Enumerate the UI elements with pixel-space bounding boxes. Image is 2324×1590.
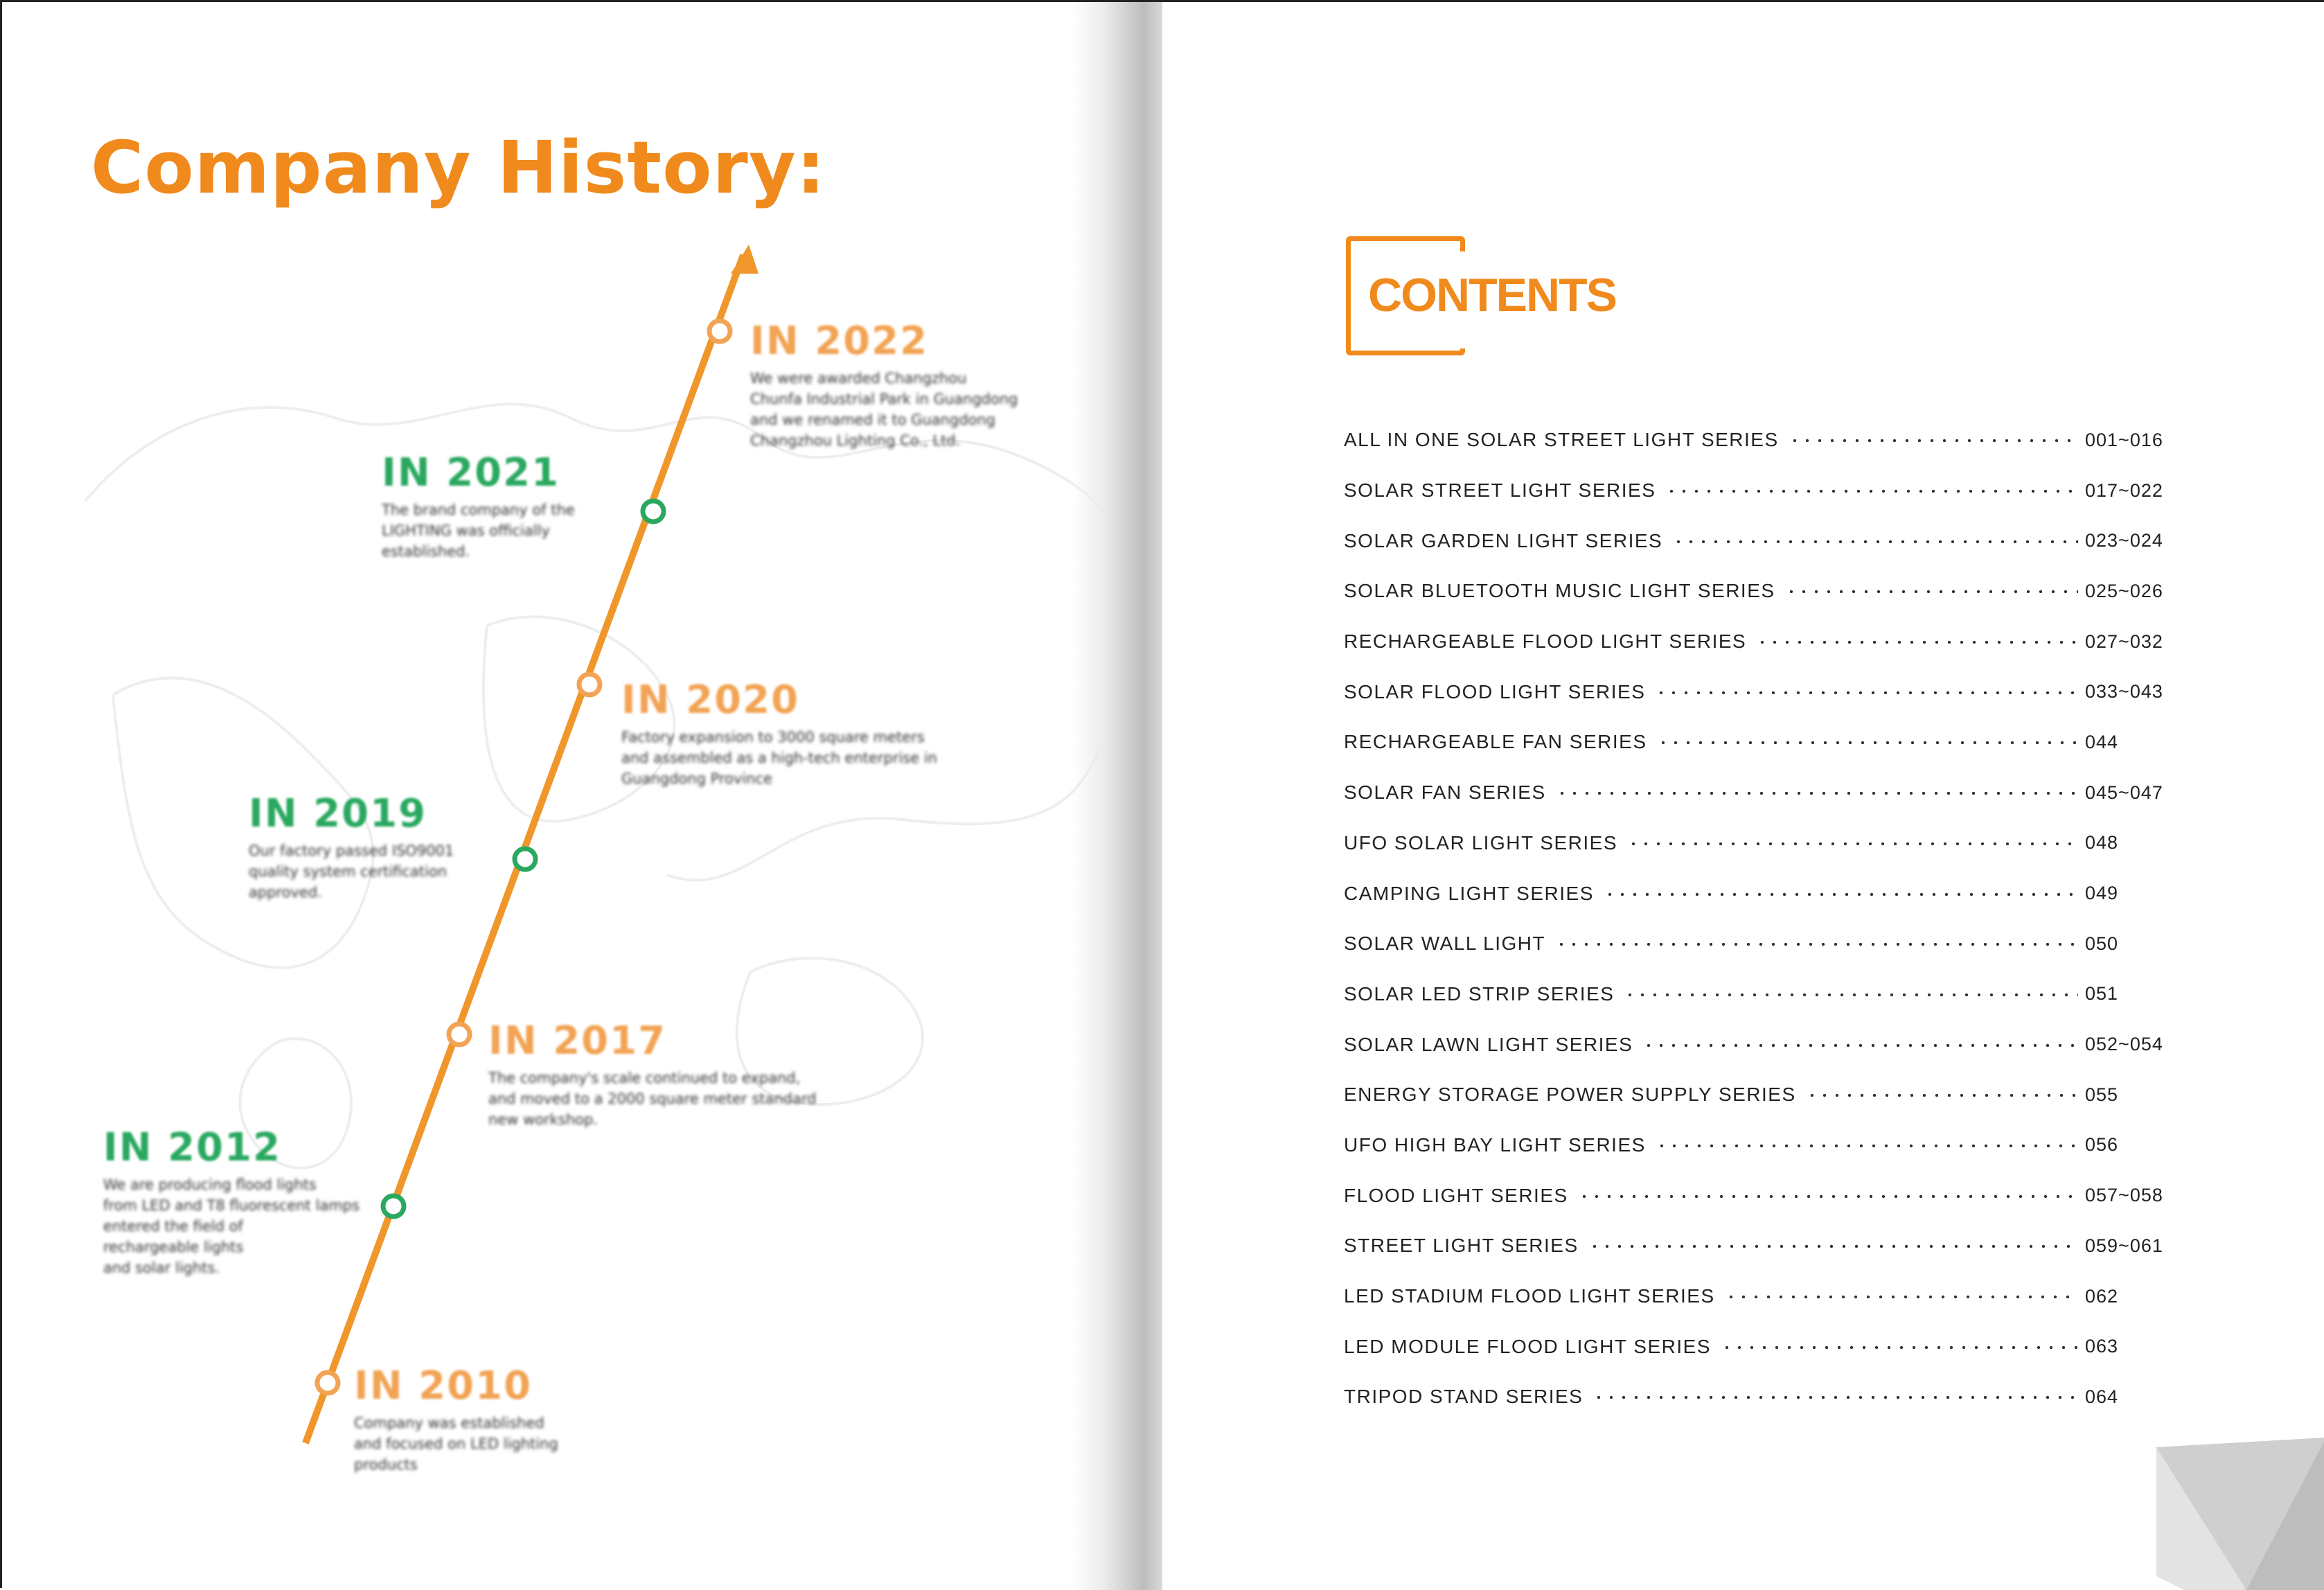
toc-row bbox=[1344, 1170, 2175, 1221]
milestone-2019 bbox=[249, 791, 498, 903]
toc-item-pages: 056 bbox=[2085, 1134, 2119, 1156]
toc-item-pages: 033~043 bbox=[2085, 681, 2163, 703]
milestone-description: We were awarded Changzhou Chunfa Industrial Park in Guangdong and we renamed it to Guangdong Changzhou Lighting Co., Ltd. bbox=[750, 370, 1018, 449]
milestone-2017 bbox=[488, 1018, 904, 1130]
toc-leader-dots bbox=[1806, 1093, 2078, 1097]
toc-item-pages: 050 bbox=[2085, 933, 2119, 954]
toc-row bbox=[1344, 1070, 2175, 1120]
toc-item-label: SOLAR GARDEN LIGHT SERIES bbox=[1344, 529, 1663, 551]
toc-item-label: CAMPING LIGHT SERIES bbox=[1344, 882, 1594, 904]
toc-leader-dots bbox=[1657, 741, 2078, 745]
toc-item-pages: 049 bbox=[2085, 883, 2119, 904]
milestone-year: IN 2020 bbox=[621, 678, 800, 723]
toc-leader-dots bbox=[1624, 993, 2078, 997]
toc-leader-dots bbox=[1656, 1144, 2078, 1148]
toc-row bbox=[1344, 1321, 2175, 1372]
toc-row bbox=[1344, 415, 2175, 466]
toc-item-pages: 048 bbox=[2085, 832, 2119, 854]
toc-item-label: ENERGY STORAGE POWER SUPPLY SERIES bbox=[1344, 1084, 1796, 1106]
toc-leader-dots bbox=[1725, 1295, 2078, 1299]
timeline-graphic bbox=[2, 2, 1152, 1590]
milestone-description: We are producing flood lights from LED and T8 fluorescent lamps entered the field of rechargeable lights and solar lights. bbox=[103, 1176, 360, 1276]
timeline-node-icon bbox=[579, 674, 600, 695]
page-title: Company History: bbox=[91, 125, 826, 210]
toc-item-label: SOLAR FLOOD LIGHT SERIES bbox=[1344, 680, 1646, 703]
toc-item-label: UFO SOLAR LIGHT SERIES bbox=[1344, 831, 1618, 854]
timeline-arrow-icon bbox=[731, 245, 759, 274]
toc-leader-dots bbox=[1604, 892, 2078, 896]
milestone-description: Our factory passed ISO9001 quality system certification approved. bbox=[249, 842, 454, 901]
toc-row bbox=[1344, 717, 2175, 768]
milestone-year: IN 2010 bbox=[354, 1363, 533, 1408]
milestone-2020 bbox=[621, 678, 1037, 789]
toc-item-label: ALL IN ONE SOLAR STREET LIGHT SERIES bbox=[1344, 429, 1779, 451]
milestone-year: IN 2012 bbox=[103, 1125, 282, 1170]
toc-leader-dots bbox=[1627, 842, 2078, 846]
toc-leader-dots bbox=[1789, 439, 2078, 443]
toc-item-pages: 051 bbox=[2085, 983, 2119, 1005]
toc-leader-dots bbox=[1578, 1194, 2078, 1199]
left-page bbox=[2, 2, 1152, 1590]
milestone-year: IN 2017 bbox=[488, 1018, 667, 1063]
toc-item-label: SOLAR WALL LIGHT bbox=[1344, 933, 1546, 955]
toc-row bbox=[1344, 617, 2175, 667]
toc-item-pages: 055 bbox=[2085, 1084, 2119, 1105]
toc-leader-dots bbox=[1672, 540, 2078, 544]
toc-row bbox=[1344, 1271, 2175, 1322]
toc-row bbox=[1344, 969, 2175, 1020]
toc-item-pages: 052~054 bbox=[2085, 1034, 2163, 1055]
toc-item-pages: 045~047 bbox=[2085, 781, 2163, 803]
timeline-node-icon bbox=[515, 849, 535, 869]
toc-row bbox=[1344, 868, 2175, 919]
toc-item-label: SOLAR BLUETOOTH MUSIC LIGHT SERIES bbox=[1344, 580, 1775, 602]
toc-leader-dots bbox=[1588, 1244, 2078, 1248]
toc-item-label: SOLAR LED STRIP SERIES bbox=[1344, 982, 1615, 1005]
milestone-description: Company was established and focused on LED lighting products bbox=[354, 1415, 558, 1473]
toc-item-label: RECHARGEABLE FAN SERIES bbox=[1344, 731, 1647, 753]
toc-item-label: LED MODULE FLOOD LIGHT SERIES bbox=[1344, 1335, 1711, 1357]
milestone-2012 bbox=[103, 1125, 394, 1278]
toc-item-pages: 063 bbox=[2085, 1336, 2119, 1357]
toc-leader-dots bbox=[1665, 489, 2078, 493]
toc-leader-dots bbox=[1593, 1395, 2078, 1399]
toc-row bbox=[1344, 566, 2175, 617]
milestone-year: IN 2022 bbox=[750, 319, 929, 364]
toc-item-pages: 057~058 bbox=[2085, 1185, 2163, 1206]
timeline-node-icon bbox=[709, 321, 730, 342]
toc-item-pages: 025~026 bbox=[2085, 580, 2163, 601]
toc-row bbox=[1344, 1019, 2175, 1070]
toc-item-label: SOLAR LAWN LIGHT SERIES bbox=[1344, 1033, 1633, 1055]
table-of-contents bbox=[1344, 415, 2175, 1422]
toc-row bbox=[1344, 919, 2175, 969]
toc-item-pages: 062 bbox=[2085, 1285, 2119, 1307]
toc-leader-dots bbox=[1756, 640, 2078, 644]
toc-item-pages: 059~061 bbox=[2085, 1235, 2163, 1256]
contents-heading: CONTENTS bbox=[1368, 269, 1616, 321]
toc-item-label: TRIPOD STAND SERIES bbox=[1344, 1386, 1584, 1408]
toc-row bbox=[1344, 1221, 2175, 1271]
toc-row bbox=[1344, 666, 2175, 717]
toc-row bbox=[1344, 1372, 2175, 1422]
toc-item-label: FLOOD LIGHT SERIES bbox=[1344, 1184, 1568, 1206]
toc-leader-dots bbox=[1785, 590, 2078, 594]
toc-item-label: RECHARGEABLE FLOOD LIGHT SERIES bbox=[1344, 630, 1747, 653]
milestone-2010 bbox=[354, 1363, 631, 1475]
toc-leader-dots bbox=[1642, 1043, 2078, 1048]
milestone-description: The company's scale continued to expand, and moved to a 2000 square meter standard new workshop. bbox=[488, 1070, 817, 1128]
toc-item-pages: 001~016 bbox=[2085, 429, 2163, 450]
milestone-year: IN 2021 bbox=[382, 450, 560, 495]
timeline-node-icon bbox=[643, 501, 664, 522]
milestone-description: The brand company of the LIGHTING was officially established. bbox=[382, 502, 575, 560]
toc-row bbox=[1344, 1120, 2175, 1171]
toc-leader-dots bbox=[1556, 791, 2078, 795]
page-curl-icon bbox=[2156, 1438, 2324, 1590]
page-gutter-shadow bbox=[1072, 2, 1162, 1590]
toc-row bbox=[1344, 466, 2175, 516]
toc-item-label: SOLAR STREET LIGHT SERIES bbox=[1344, 479, 1656, 502]
toc-item-label: STREET LIGHT SERIES bbox=[1344, 1235, 1579, 1257]
toc-row bbox=[1344, 768, 2175, 818]
milestone-description: Factory expansion to 3000 square meters and assembled as a high-tech enterprise in Guangdong Province bbox=[621, 729, 937, 787]
toc-row bbox=[1344, 818, 2175, 869]
toc-item-label: SOLAR FAN SERIES bbox=[1344, 781, 1546, 804]
toc-item-pages: 064 bbox=[2085, 1386, 2119, 1407]
toc-item-pages: 017~022 bbox=[2085, 479, 2163, 501]
toc-item-pages: 023~024 bbox=[2085, 530, 2163, 551]
toc-row bbox=[1344, 515, 2175, 566]
toc-item-pages: 044 bbox=[2085, 731, 2119, 752]
toc-item-pages: 027~032 bbox=[2085, 630, 2163, 652]
milestone-2022 bbox=[750, 319, 1069, 451]
milestone-2021 bbox=[382, 450, 631, 562]
toc-leader-dots bbox=[1721, 1345, 2078, 1350]
toc-leader-dots bbox=[1555, 942, 2078, 946]
milestone-year: IN 2019 bbox=[249, 791, 427, 836]
toc-leader-dots bbox=[1655, 691, 2078, 695]
timeline-node-icon bbox=[317, 1372, 338, 1393]
toc-item-label: UFO HIGH BAY LIGHT SERIES bbox=[1344, 1133, 1646, 1156]
timeline-node-icon bbox=[449, 1024, 470, 1045]
toc-item-label: LED STADIUM FLOOD LIGHT SERIES bbox=[1344, 1285, 1715, 1307]
